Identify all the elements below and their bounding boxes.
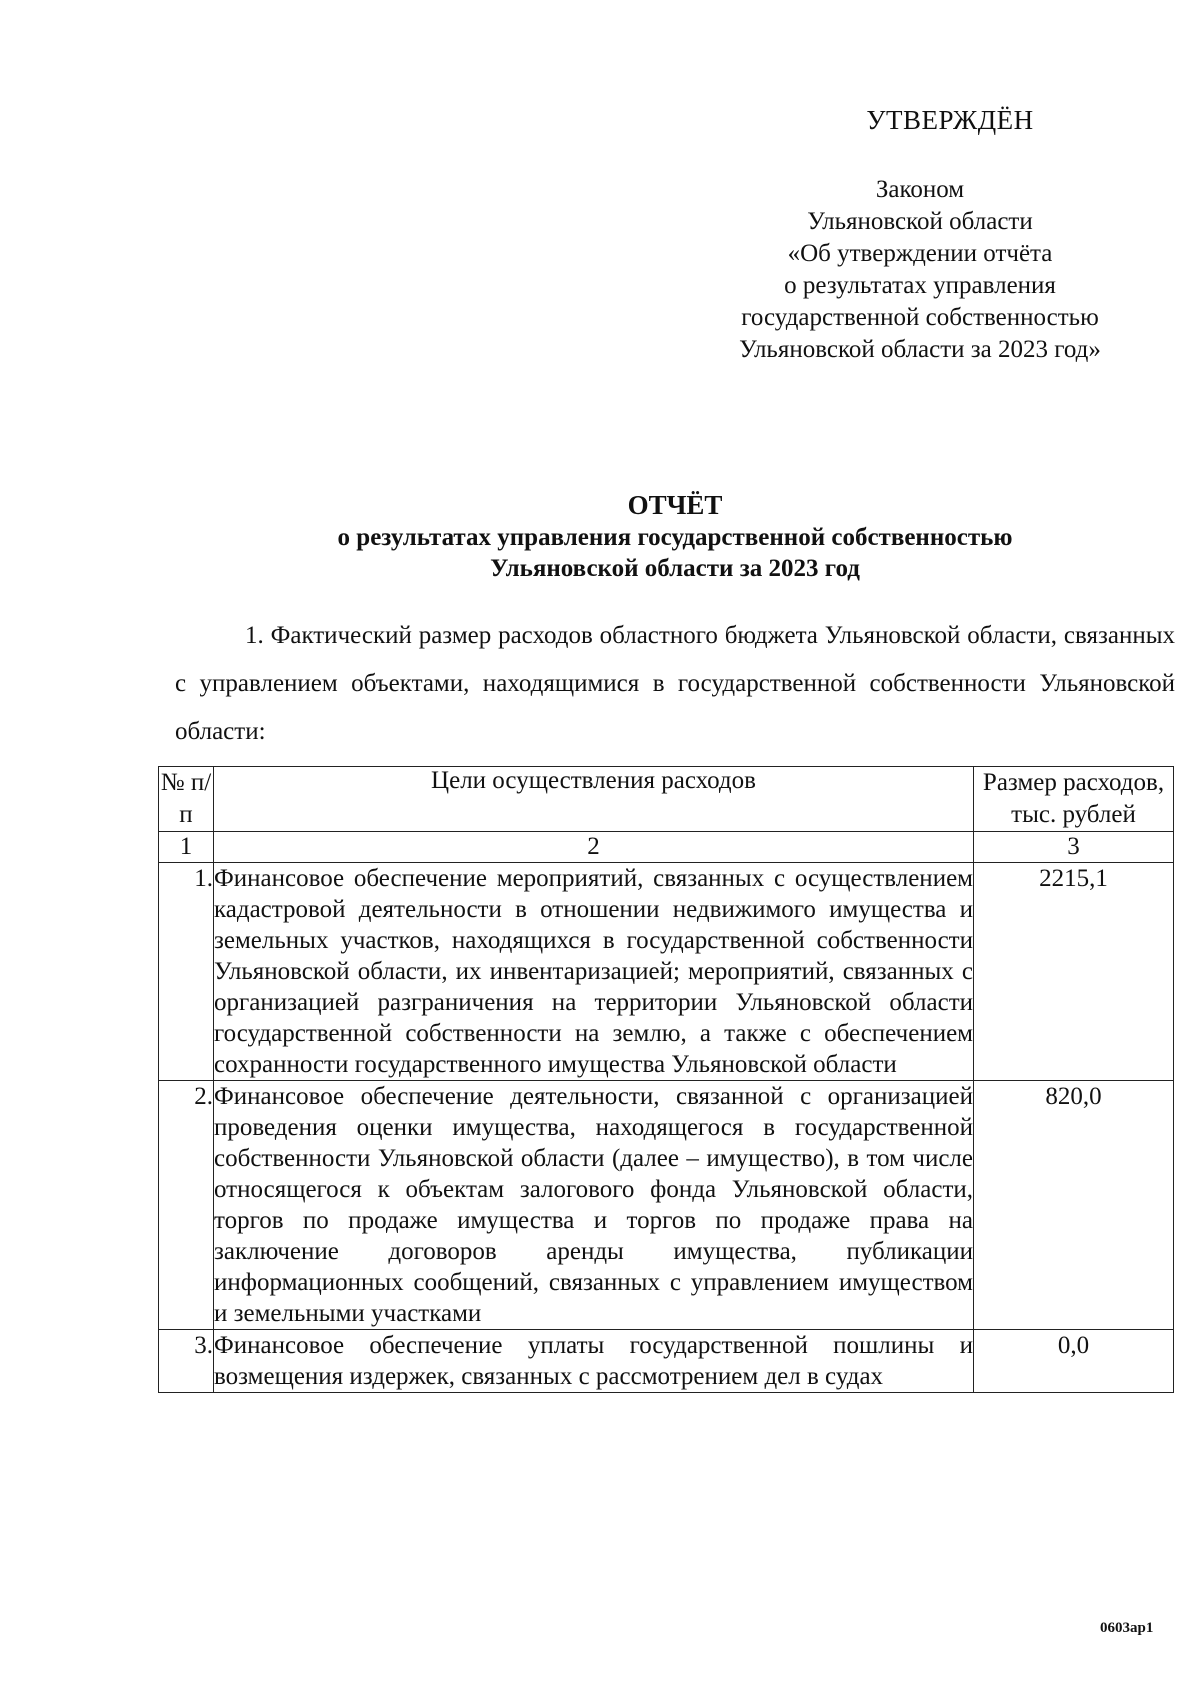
column-number-3: 3: [974, 832, 1174, 863]
title-subtitle-line-2: Ульяновской области за 2023 год: [490, 555, 860, 582]
row-number: 1.: [159, 863, 214, 1081]
approval-line: Ульяновской области за 2023 год»: [739, 336, 1101, 363]
row-description: Финансовое обеспечение деятельности, связанной с организацией проведения оценки имущества, находящегося в государственной собственности Ульяновской области (далее – имущество), в том числе относящегося к объектам залогового фонда Ульяновской области, торгов по продаже имущества и торгов по продаже права на заключение договоров аренды имущества, публикации информационных сообщений, связанных с управлением имуществом и земельными участками: [214, 1081, 974, 1330]
row-description: Финансовое обеспечение уплаты государственной пошлины и возмещения издержек, связанных с рассмотрением дел в судах: [214, 1330, 974, 1393]
report-title: [175, 488, 1175, 584]
approval-heading: УТВЕРЖДЁН: [866, 105, 1034, 135]
intro-paragraph: 1. Фактический размер расходов областного бюджета Ульяновской области, связанных с управлением объектами, находящимися в государственной собственности Ульяновской области:: [175, 622, 1175, 745]
row-amount: 2215,1: [974, 863, 1174, 1081]
header-number: № п/п: [159, 767, 214, 832]
approval-line: о результатах управления: [784, 272, 1056, 299]
expenses-table: [158, 766, 1174, 1393]
approval-lines: [700, 174, 1140, 366]
table-row: [159, 1330, 1174, 1393]
table-row: [159, 1081, 1174, 1330]
table-header-row: [159, 767, 1174, 832]
row-number: 3.: [159, 1330, 214, 1393]
column-numbering-row: [159, 832, 1174, 863]
approval-line: Законом: [875, 176, 965, 203]
column-number-1: 1: [159, 832, 214, 863]
approval-line: государственной собственностью: [741, 304, 1099, 331]
header-amount: Размер расходов, тыс. рублей: [974, 767, 1174, 832]
table-row: [159, 863, 1174, 1081]
title-main: ОТЧЁТ: [627, 490, 723, 520]
title-subtitle-line-1: о результатах управления государственной собственностью: [337, 524, 1013, 551]
row-description: Финансовое обеспечение мероприятий, связанных с осуществлением кадастровой деятельности в отношении недвижимого имущества и земельных участков, находящихся в государственной собственности Ульяновской области, их инвентаризацией; мероприятий, связанных с организацией разграничения на территории Ульяновской области государственной собственности на землю, а также с обеспечением сохранности государственного имущества Ульяновской области: [214, 863, 974, 1081]
approval-line: Ульяновской области: [807, 208, 1033, 235]
row-number: 2.: [159, 1081, 214, 1330]
row-amount: 820,0: [974, 1081, 1174, 1330]
approval-block: [700, 105, 1140, 366]
row-amount: 0,0: [974, 1330, 1174, 1393]
column-number-2: 2: [214, 832, 974, 863]
header-purpose: Цели осуществления расходов: [214, 767, 974, 832]
document-code: 0603ар1: [1100, 1620, 1154, 1636]
approval-line: «Об утверждении отчёта: [787, 240, 1053, 267]
